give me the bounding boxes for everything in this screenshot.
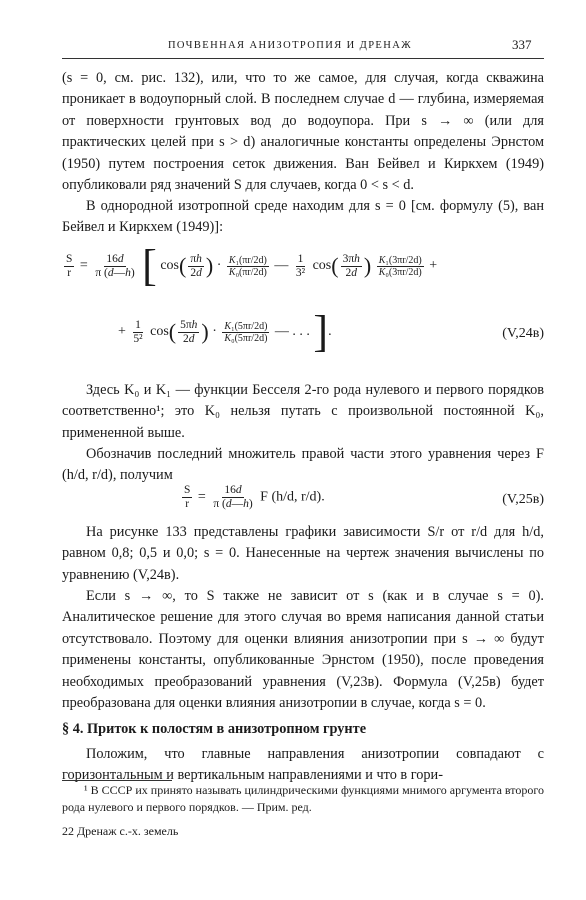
equation-number-25: (V,25в) — [502, 492, 544, 507]
signature-mark: 22 Дренаж с.-х. земель — [62, 824, 179, 838]
eq-coefficient: $\frac{16d}{\pi (d—h)}$ — [95, 252, 135, 279]
paragraph-3: Здесь K₀ и K₁ — функции Бесселя 2-го рода нулевого и первого порядков соответственно¹; это K₀ нельзя путать с произвольной постоянной K₀, примененной выше. — [62, 382, 544, 441]
paragraph-2: В однородной изотропной среде находим для s = 0 [см. формулу (5), ван Бейвел и Киркхем (1949)]: — [62, 198, 544, 236]
bessel-ratio-3: $\frac{\text{K₁(3πr/2d)}}{\text{K₀(3πr/2d)}}$ — [378, 254, 422, 278]
equation-number-24: (V,24в) — [502, 326, 544, 341]
equation-24-line-1: $\frac{S}{r}$ = $\frac{16d}{\pi (d—h)}$ [ cos( $\frac{\pi h}{2d}$ ) · $\frac{\text{K₁(πr/2d)}}{\text{K₀(πr/2d)}}$ — $\frac{1}{\text{3²}}$ cos( $\frac{3\pi h}{2d}$ ) $\frac{\text{K₁(3πr/2d)}}{\text{K₀(3πr/2d)}}$ + — [66, 241, 438, 290]
bessel-ratio-1: $\frac{\text{K₁(πr/2d)}}{\text{K₀(πr/2d)}}$ — [228, 254, 267, 278]
page-number: 337 — [512, 37, 532, 52]
paragraph-5: На рисунке 133 представлены графики зависимости S/r от r/d для h/d, равном 0,8; 0,5 и 0,0; s = 0. Нанесенные на чертеж значения вычислены по уравнению (V,24в). — [62, 524, 544, 583]
eq25-function: F (h/d, r/d). — [260, 489, 325, 505]
running-header: ПОЧВЕННАЯ АНИЗОТРОПИЯ И ДРЕНАЖ — [167, 40, 413, 51]
paragraph-1: (s = 0, см. рис. 132), или, что то же самое, для случая, когда скважина проникает в водоупорный слой. В последнем случае d — глубина, измеряемая от поверхности грунтовых вод до водоупора. При s → ∞ (или для практических целей при s > d) аналогичные константы определены Эрнстом (1950) путем построения сеток движения. Ван Бейвел и Киркхем (1949) опубликовали ряд значений S для случаев, когда 0 < s < d. — [62, 70, 544, 194]
paragraph-6: Если s → ∞, то S также не зависит от s (как и в случае s = 0). Аналитическое решение для этого случая во время написания данной статьи отсутствовало. Поэтому для оценки влияния анизотропии при s → ∞ будут применены константы, опубликованные Эрнстом (1950), после проведения необходимых преобразований уравнения (V,23в). Формула (V,25в) будет преобразована для оценки влияния анизотропии в случае, когда s = 0. — [62, 588, 544, 712]
equation-24-line-2: + $\frac{1}{\text{5²}}$ cos( $\frac{5\pi h}{2d}$ ) · $\frac{\text{K₁(5πr/2d)}}{\text{K₀(5πr/2d)}}$ — . . . ]. (V,24в) — [118, 307, 544, 356]
bessel-ratio-5: $\frac{\text{K₁(5πr/2d)}}{\text{K₀(5πr/2d)}}$ — [224, 320, 268, 344]
footnote-rule — [62, 780, 172, 781]
footnote: ¹ В СССР их принято называть цилиндрическими функциями мнимого аргумента второго рода нулевого и первого порядков. — Прим. ред. — [62, 783, 544, 814]
section-heading: § 4. Приток к полостям в анизотропном грунте — [62, 721, 367, 737]
eq-lhs-fraction: $\frac{S}{r}$ — [66, 252, 73, 279]
paragraph-7: Положим, что главные направления анизотропии совпадают с горизонтальным и вертикальным направлениями и что в гори- — [62, 746, 544, 784]
equation-25: $\frac{S}{r}$ = $\frac{16d}{\pi (d—h)}$ F (h/d, r/d). (V,25в) — [184, 484, 544, 510]
header-rule — [62, 58, 544, 59]
paragraph-4: Обозначив последний множитель правой части этого уравнения через F (h/d, r/d), получим — [62, 446, 544, 484]
